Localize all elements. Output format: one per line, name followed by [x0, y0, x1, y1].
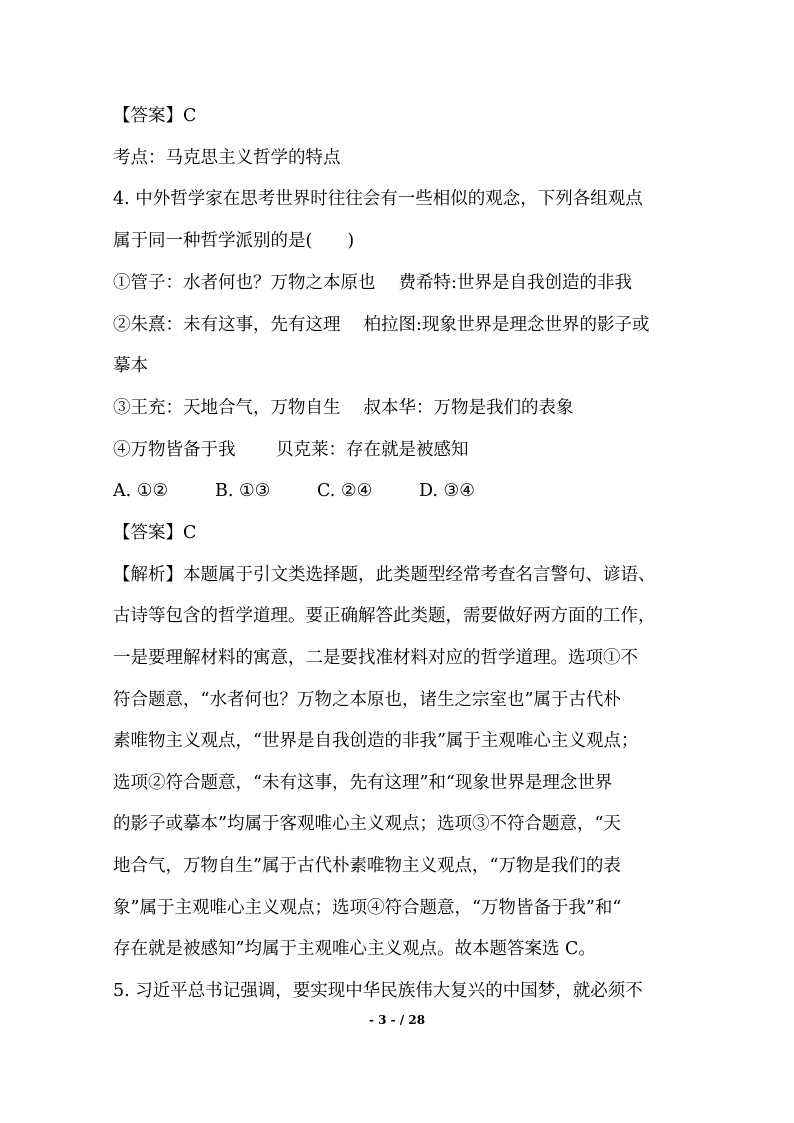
analysis-line: 象”属于主观唯心主义观点；选项④符合题意，“万物皆备于我”和“	[113, 898, 622, 918]
option-a: A. ①②	[113, 481, 169, 501]
analysis-line: 的影子或摹本”均属于客观唯心主义观点；选项③不符合题意，“天	[113, 814, 621, 834]
analysis-line: 一是要理解材料的寓意，二是要找准材料对应的哲学道理。选项①不	[113, 648, 638, 668]
page-number: - 3 - / 28	[368, 1013, 426, 1027]
question-5-stem-line-1: 5. 习近平总书记强调，要实现中华民族伟大复兴的中国梦，就必须不	[113, 981, 643, 1001]
analysis-line: 符合题意，“水者何也？万物之本原也，诸生之宗室也”属于古代朴	[113, 690, 621, 710]
question-4-item-3: ③王充：天地合气，万物自生 叔本华：万物是我们的表象	[113, 398, 574, 418]
question-4-item-2-line-2: 摹本	[113, 356, 148, 376]
question-4-item-4: ④万物皆备于我 贝克莱：存在就是被感知	[113, 440, 469, 460]
question-4-stem-line-2: 属于同一种哲学派别的是( )	[113, 231, 355, 251]
question-4-options	[113, 479, 683, 503]
analysis-line: 古诗等包含的哲学道理。要正确解答此类题，需要做好两方面的工作，	[113, 606, 656, 626]
analysis-line: 地合气，万物自生”属于古代朴素唯物主义观点，“万物是我们的表	[113, 856, 621, 876]
analysis-line: 存在就是被感知”均属于主观唯心主义观点。故本题答案选 C。	[113, 939, 596, 959]
analysis-line: 【解析】本题属于引文类选择题，此类题型经常考查名言警句、谚语、	[113, 565, 656, 585]
question-4-item-2-line-1: ②朱熹：未有这事，先有这理 柏拉图:现象世界是理念世界的影子或	[113, 315, 650, 335]
previous-answer: 【答案】C	[113, 106, 197, 126]
analysis-line: 素唯物主义观点，“世界是自我创造的非我”属于主观唯心主义观点；	[113, 731, 639, 751]
question-4-answer: 【答案】C	[113, 523, 197, 543]
option-c: C. ②④	[317, 481, 373, 501]
option-b: B. ①③	[215, 481, 271, 501]
option-d: D. ③④	[419, 481, 475, 501]
question-4-stem-line-1: 4. 中外哲学家在思考世界时往往会有一些相似的观念，下列各组观点	[113, 189, 643, 209]
kaodian-line: 考点：马克思主义哲学的特点	[113, 148, 341, 168]
analysis-line: 选项②符合题意，“未有这事，先有这理”和“现象世界是理念世界	[113, 773, 613, 793]
question-4-item-1: ①管子：水者何也？万物之本原也 费希特:世界是自我创造的非我	[113, 273, 632, 293]
